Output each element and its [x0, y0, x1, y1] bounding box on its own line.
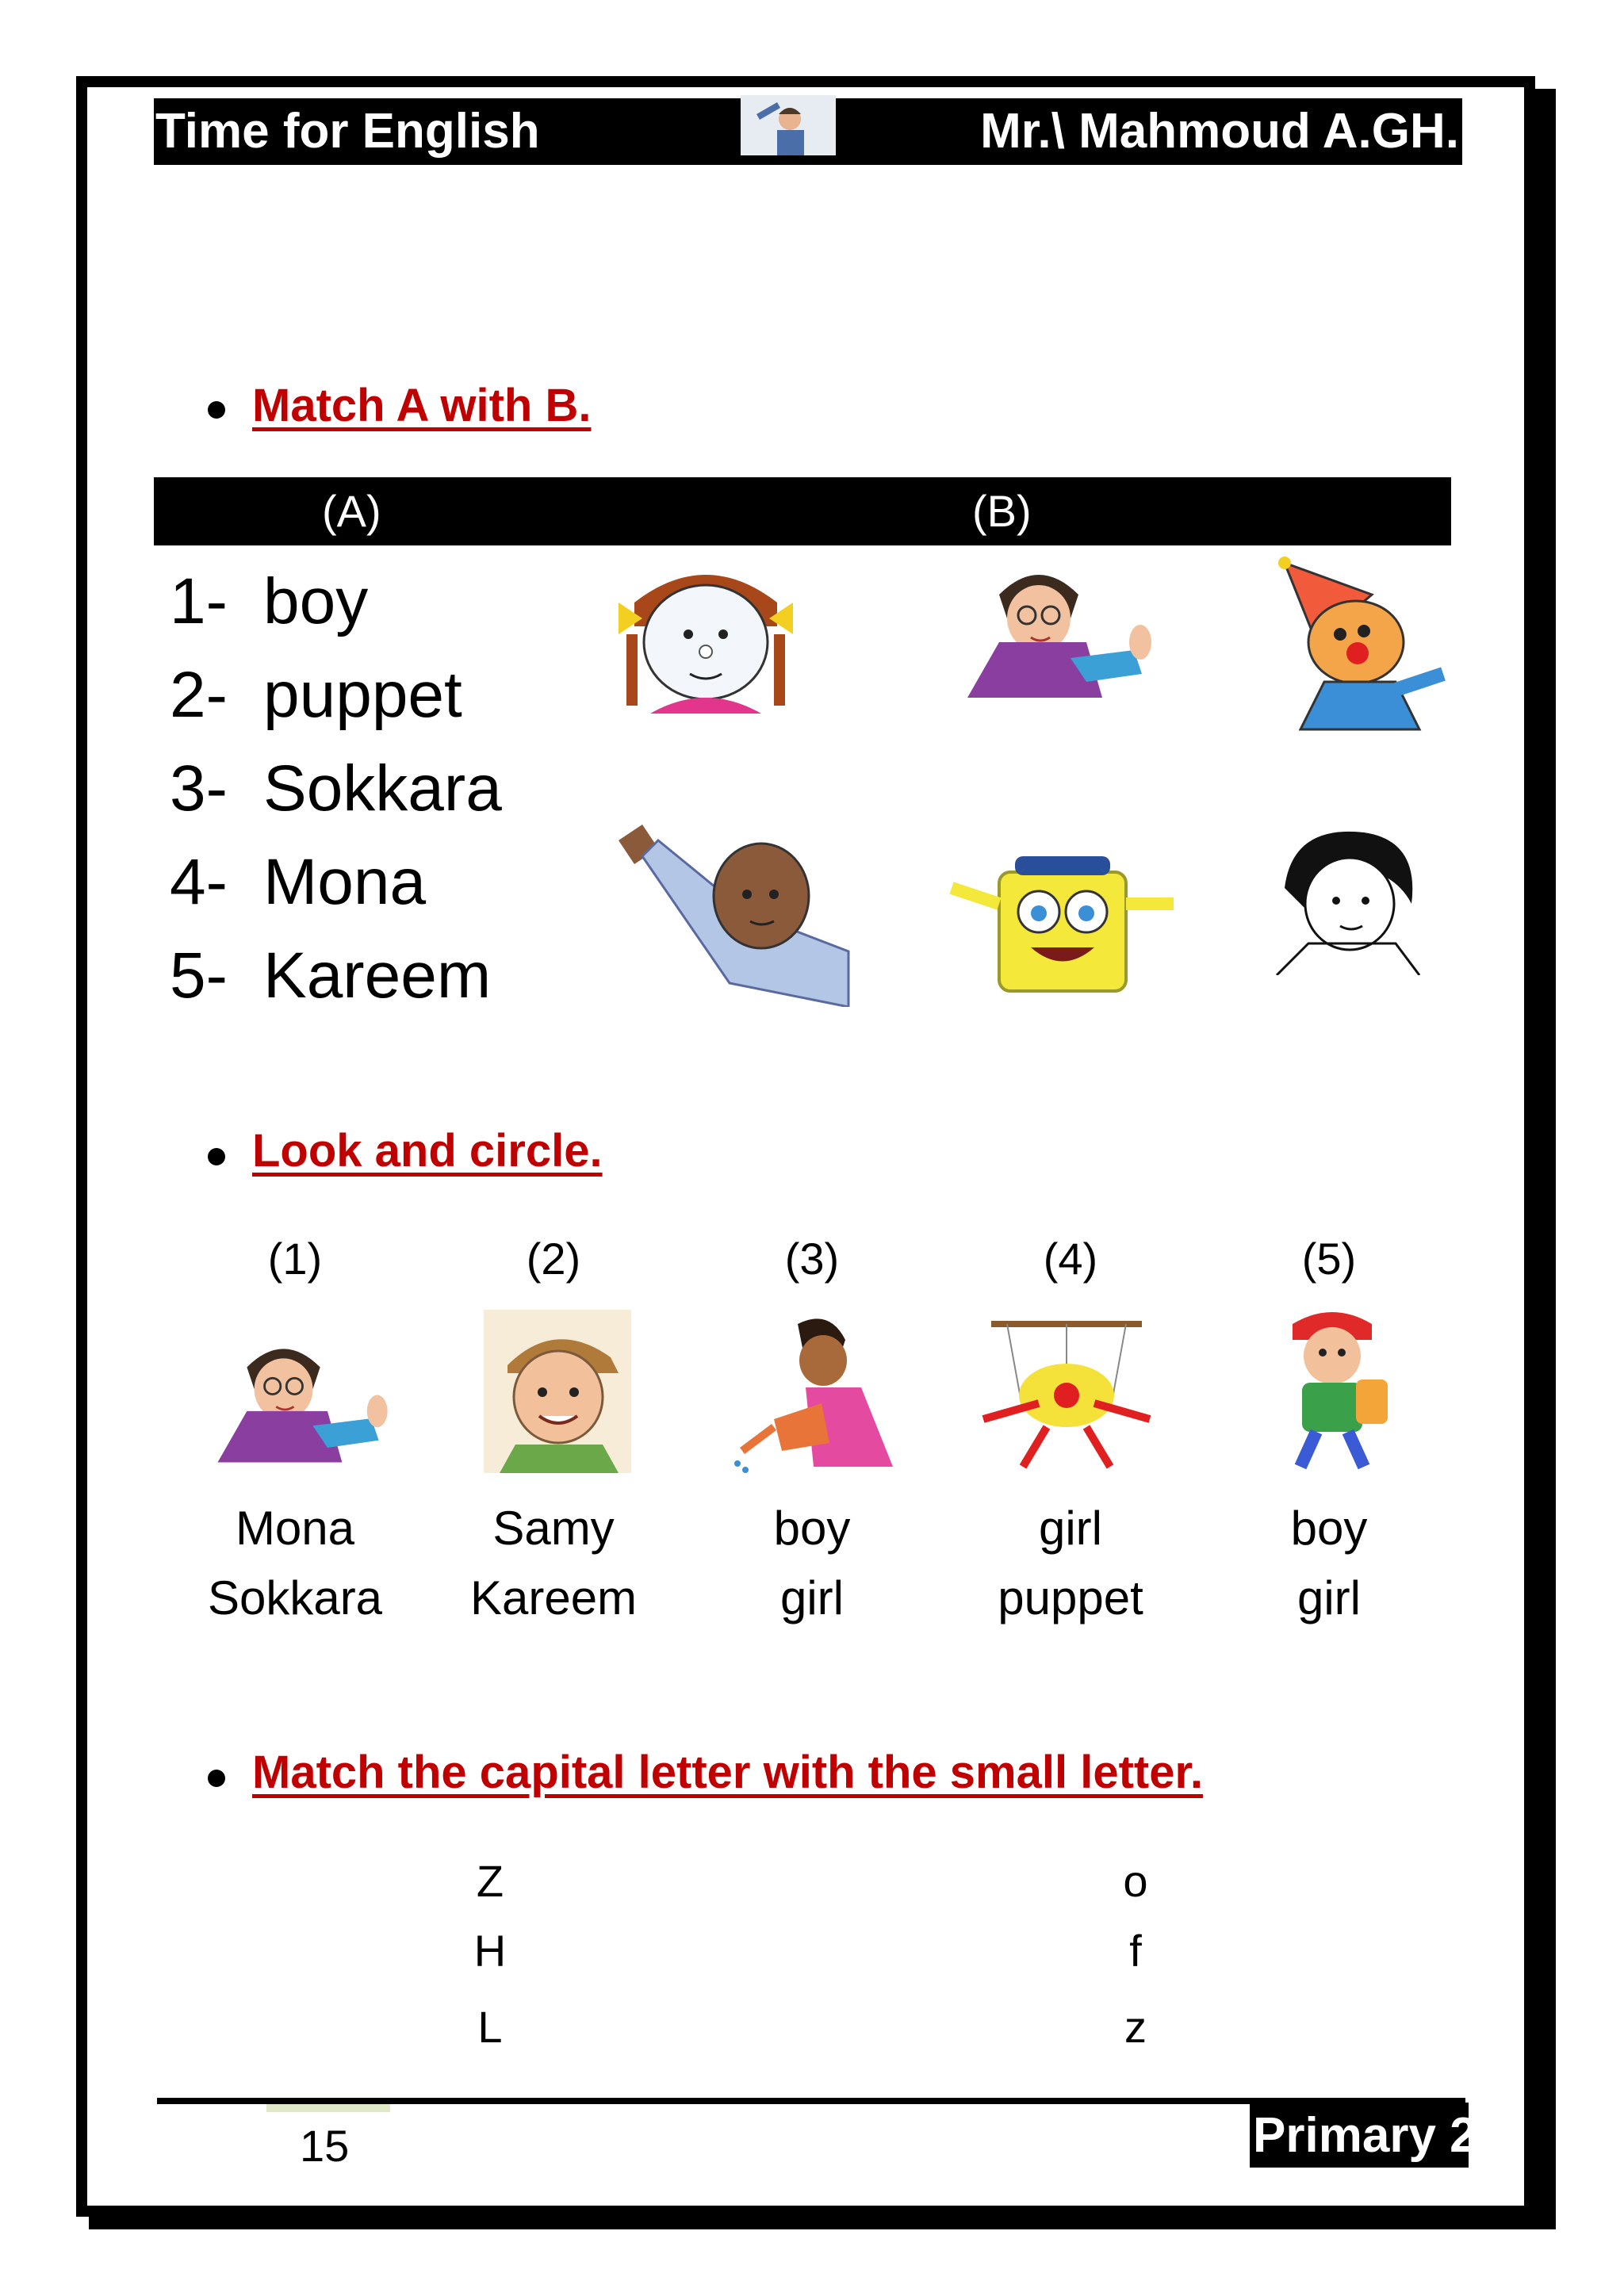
list-item: 5- Kareem [170, 939, 492, 1012]
page-number: 15 [300, 2121, 350, 2171]
column-a-label: (A) [322, 486, 381, 536]
bullet [208, 401, 225, 419]
bullet [208, 1148, 225, 1165]
choice-1-a[interactable]: Mona [235, 1502, 355, 1555]
choice-4-a[interactable]: girl [1038, 1502, 1102, 1555]
small-letter[interactable]: f [1129, 1926, 1142, 1976]
list-item: 1- boy [170, 565, 369, 637]
choice-3-a[interactable]: boy [773, 1502, 851, 1555]
list-item: 2- puppet [170, 659, 462, 731]
item-label-1: (1) [267, 1234, 323, 1284]
header-teacher: Mr.\ Mahmoud A.GH. [980, 104, 1459, 159]
choice-2-a[interactable]: Samy [492, 1502, 615, 1555]
section-title-match-letters: Match the capital letter with the small letter. [252, 1747, 1203, 1798]
capital-letter[interactable]: H [473, 1926, 507, 1976]
grade-label: Primary 2 [1253, 2108, 1477, 2163]
mona-picture [952, 555, 1158, 710]
girl-watering-picture [726, 1308, 909, 1479]
list-a [170, 555, 502, 1023]
kareem-waving-boy-picture [611, 817, 856, 1011]
choice-5-a[interactable]: boy [1290, 1502, 1368, 1555]
list-item: 3- Sokkara [170, 752, 502, 825]
header-title: Time for English [155, 104, 540, 159]
girl-drawing-picture [1261, 825, 1427, 979]
capital-letter[interactable]: Z [476, 1856, 504, 1906]
boy-with-backpack-picture [1261, 1300, 1404, 1479]
bullet [208, 1770, 225, 1787]
header-boy-photo [741, 95, 836, 155]
item-label-2: (2) [526, 1234, 581, 1284]
spongebob-picture [936, 856, 1189, 1003]
choice-2-b[interactable]: Kareem [469, 1571, 638, 1624]
section-title-match: Match A with B. [252, 380, 592, 431]
column-b-label: (B) [972, 486, 1032, 536]
puppet-marionette-picture [959, 1316, 1174, 1479]
choice-4-b[interactable]: puppet [998, 1571, 1143, 1624]
mona-picture-small [203, 1329, 393, 1475]
samy-boy-cap-picture [484, 1310, 631, 1477]
puppet-girl-picture [603, 555, 809, 718]
item-label-3: (3) [784, 1234, 840, 1284]
choice-1-b[interactable]: Sokkara [207, 1571, 383, 1624]
footer-accent [266, 2104, 390, 2112]
choice-3-b[interactable]: girl [779, 1571, 844, 1624]
item-label-4: (4) [1043, 1234, 1098, 1284]
small-letter[interactable]: z [1124, 2002, 1147, 2052]
section-title-look-circle: Look and circle. [252, 1125, 603, 1177]
small-letter[interactable]: o [1123, 1856, 1148, 1906]
sokkara-puppet-picture [1269, 555, 1451, 741]
capital-letter[interactable]: L [477, 2002, 503, 2052]
list-item: 4- Mona [170, 846, 427, 918]
choice-5-b[interactable]: girl [1297, 1571, 1361, 1624]
item-label-5: (5) [1301, 1234, 1357, 1284]
